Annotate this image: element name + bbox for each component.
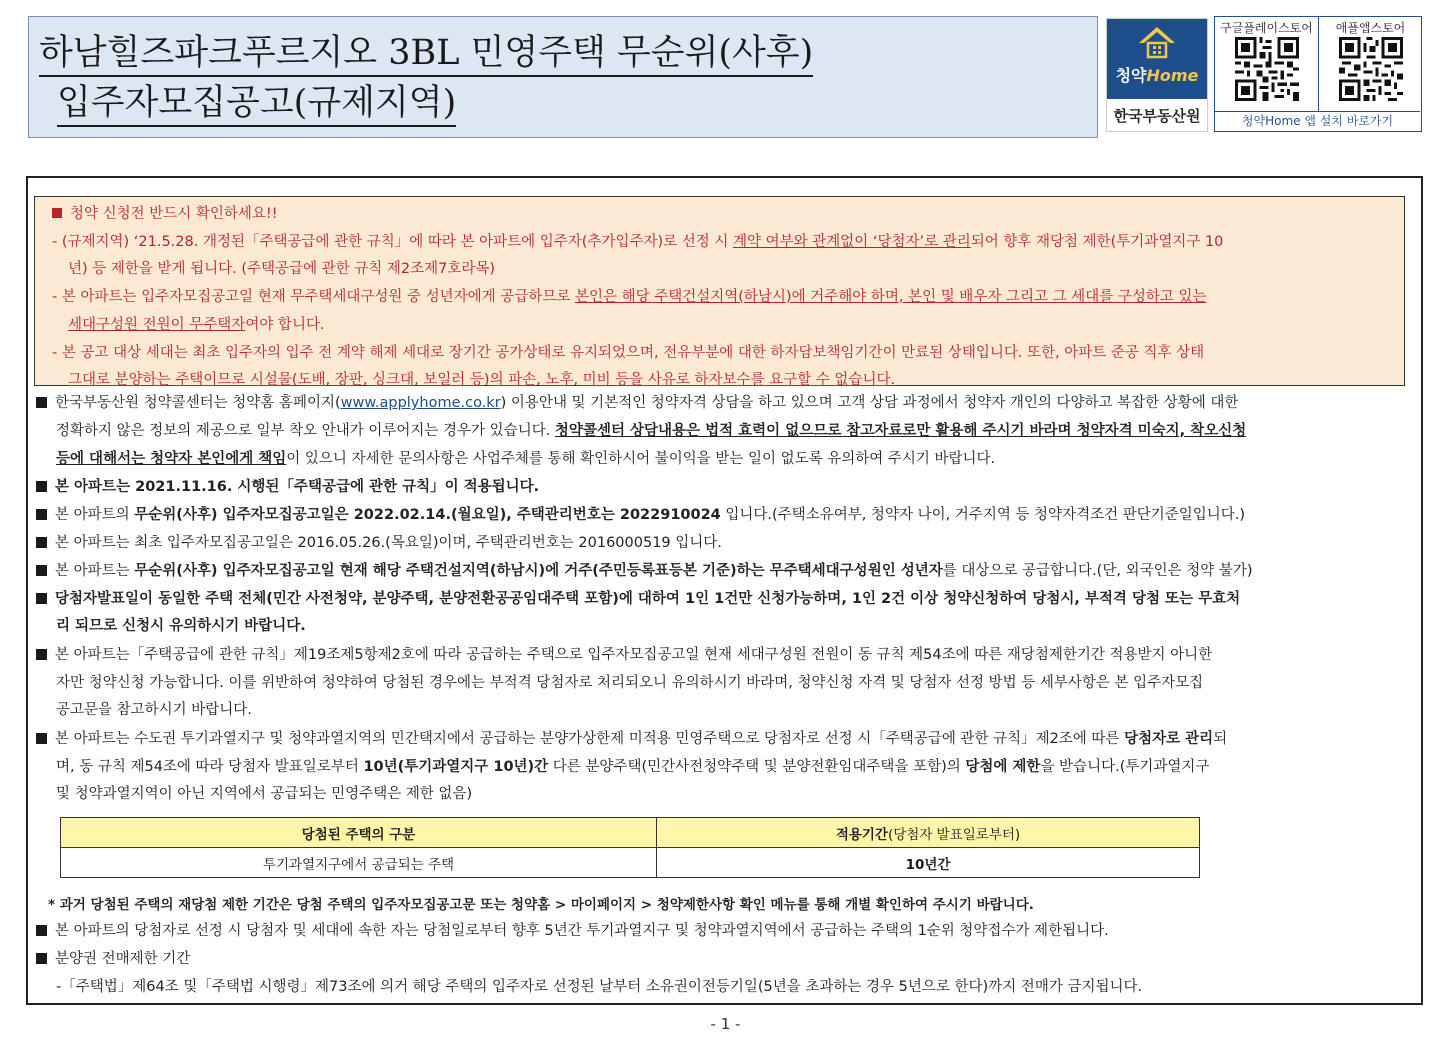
paragraph-line: 자만 청약신청 가능합니다. 이를 위반하여 청약하여 당첨된 경우에는 부적격 당첨자로 처리되오니 유의하시기 바라며, 청약신청 자격 및 당첨자 선정 방법 등 세부사항은 본 입주자모집 [56,675,1204,691]
apple-store-label: 애플앱스토어 [1335,21,1406,35]
table-header-cell: 적용기간(당첨자 발표일로부터) [657,818,1200,848]
restriction-table [60,817,1200,878]
square-bullet-icon [36,593,47,604]
paragraph-line: 본 아파트는 무순위(사후) 입주자모집공고일 현재 해당 주택건설지역(하남시)에 거주(주민등록표등본 기준)하는 무주택세대구성원인 성년자를 대상으로 공급합니다.(단, 외국인은 청약 불가) [36,559,1253,580]
square-bullet-icon [36,537,47,548]
square-bullet-icon [36,509,47,520]
page-number: - 1 - [710,1015,741,1033]
paragraph-line: 공고문을 참고하시기 바랍니다. [56,702,252,718]
house-icon [1137,25,1177,59]
paragraph-line: 본 아파트의 무순위(사후) 입주자모집공고일은 2022.02.14.(월요일), 주택관리번호는 2022910024 입니다.(주택소유여부, 청약자 나이, 거주지역 등 청약자격조건 판단기준일입니다.) [36,503,1245,524]
paragraph-line: 본 아파트는 최초 입주자모집공고일은 2016.05.26.(목요일)이며, 주택관리번호는 2016000519 입니다. [36,531,722,552]
square-bullet-icon [52,208,62,218]
paragraph-line: 및 청약과열지역이 아닌 지역에서 공급되는 민영주택은 제한 없음) [56,786,473,802]
qr-code-icon [1339,37,1403,101]
paragraph-line: 등에 대해서는 청약자 본인에게 책임이 있으니 자세한 문의사항은 사업주체를 통해 확인하시어 불이익을 받는 일이 없도록 유의하여 주시기 바랍니다. [56,451,996,467]
google-play-qr[interactable] [1215,17,1319,111]
paragraph-line: 분양권 전매제한 기간 [36,947,190,968]
notice-title-line1: 하남힐즈파크푸르지오 3BL 민영주택 무순위(사후) [39,31,813,77]
warning-line: - 본 아파트는 입주자모집공고일 현재 무주택세대구성원 중 성년자에게 공급하므로 본인은 해당 주택건설지역(하남시)에 거주해야 하며, 본인 및 배우자 그리고 그 세대를 구성하고 있는 [52,289,1207,305]
paragraph-line: 본 아파트는 수도권 투기과열지구 및 청약과열지역의 민간택지에서 공급하는 분양가상한제 미적용 민영주택으로 당첨자로 선정 시「주택공급에 관한 규칙」제2조에 따른 당첨자로 관리되 [36,727,1227,748]
google-play-label: 구글플레이스토어 [1220,21,1313,35]
square-bullet-icon [36,397,47,408]
square-bullet-icon [36,649,47,660]
table-cell: 투기과열지구에서 공급되는 주택 [61,848,657,878]
app-install-link[interactable]: 청약Home 앱 설치 바로가기 [1215,111,1420,131]
paragraph-line: 본 아파트는「주택공급에 관한 규칙」제19조제5항제2호에 따라 공급하는 주택으로 입주자모집공고일 현재 세대구성원 전원이 동 규칙 제54조에 따른 재당첨제한기간 적용받지 아니한 [36,643,1212,664]
table-cell: 10년간 [657,848,1200,878]
table-row [61,848,1200,878]
warning-line: 년) 등 제한을 받게 됩니다. (주택공급에 관한 규칙 제2조제7호라목) [68,261,496,277]
square-bullet-icon [36,481,47,492]
title-box [28,16,1098,138]
paragraph-line: 며, 동 규칙 제54조에 따라 당첨자 발표일로부터 10년(투기과열지구 10년)간 다른 분양주택(민간사전청약주택 및 분양전환임대주택을 포함)의 당첨에 제한을 받습니다.(투기과열지구 [56,759,1210,775]
apple-store-qr[interactable] [1319,17,1422,111]
logo-brand: 청약Home [1115,66,1199,85]
footnote: * 과거 당첨된 주택의 재당첨 제한 기간은 당첨 주택의 입주자모집공고문 또는 청약홈 > 마이페이지 > 청약제한사항 확인 메뉴를 통해 개별 확인하여 주시기 바랍니다. [48,897,1034,913]
table-header-cell: 당첨된 주택의 구분 [61,818,657,848]
paragraph-line: 정확하지 않은 정보의 제공으로 일부 착오 안내가 이루어지는 경우가 있습니다. 청약콜센터 상담내용은 법적 효력이 없으므로 참고자료로만 활용해 주시기 바라며 청약자격 미숙지, 착오신청 [56,423,1247,439]
square-bullet-icon [36,925,47,936]
paragraph-line: 한국부동산원 청약콜센터는 청약홈 홈페이지(www.applyhome.co.kr) 이용안내 및 기본적인 청약자격 상담을 하고 있으며 고객 상담 과정에서 청약자 개인의 다양하고 복잡한 상황에 대한 [36,391,1238,412]
logo-org-name: 한국부동산원 [1113,107,1201,125]
notice-title-line2: 입주자모집공고(규제지역) [57,81,456,127]
warning-heading: 청약 신청전 반드시 확인하세요!! [52,202,278,223]
qr-panel [1214,16,1422,132]
applyhome-logo [1106,18,1208,132]
square-bullet-icon [36,565,47,576]
square-bullet-icon [36,953,47,964]
paragraph-line: -「주택법」제64조 및「주택법 시행령」제73조에 의거 해당 주택의 입주자로 선정된 날부터 소유권이전등기일(5년을 초과하는 경우 5년으로 한다)까지 전매가 금지됩니다. [56,979,1143,995]
applyhome-link[interactable]: www.applyhome.co.kr [340,395,501,411]
paragraph-line: 리 되므로 신청시 유의하시기 바랍니다. [56,618,306,634]
table-header-row [61,818,1200,848]
square-bullet-icon [36,733,47,744]
paragraph-line: 당첨자발표일이 동일한 주택 전체(민간 사전청약, 분양주택, 분양전환공공임대주택 포함)에 대하여 1인 1건만 신청가능하며, 1인 2건 이상 청약신청하여 당첨시, 부적격 당첨 또는 무효처 [36,587,1240,608]
qr-code-icon [1235,37,1299,101]
warning-line: - (규제지역) ‘21.5.28. 개정된「주택공급에 관한 규칙」에 따라 본 아파트에 입주자(추가입주자)로 선정 시 계약 여부와 관계없이 ‘당첨자’로 관리되어 향후 재당첨 제한(투기과열지구 10 [52,234,1224,250]
warning-line: 그대로 분양하는 주택이므로 시설물(도배, 장판, 싱크대, 보일러 등)의 파손, 노후, 미비 등을 사유로 하자보수를 요구할 수 없습니다. [68,372,896,388]
paragraph-line: 본 아파트는 2021.11.16. 시행된「주택공급에 관한 규칙」이 적용됩니다. [36,475,539,496]
warning-line: 세대구성원 전원이 무주택자여야 합니다. [68,317,325,333]
paragraph-line: 본 아파트의 당첨자로 선정 시 당첨자 및 세대에 속한 자는 당첨일로부터 향후 5년간 투기과열지구 및 청약과열지역에서 공급하는 주택의 1순위 청약접수가 제한됩니다. [36,919,1109,940]
warning-line: - 본 공고 대상 세대는 최초 입주자의 입주 전 계약 해제 세대로 장기간 공가상태로 유지되었으며, 전유부분에 대한 하자담보책임기간이 만료된 상태입니다. 또한, 아파트 준공 직후 상태 [52,345,1205,361]
